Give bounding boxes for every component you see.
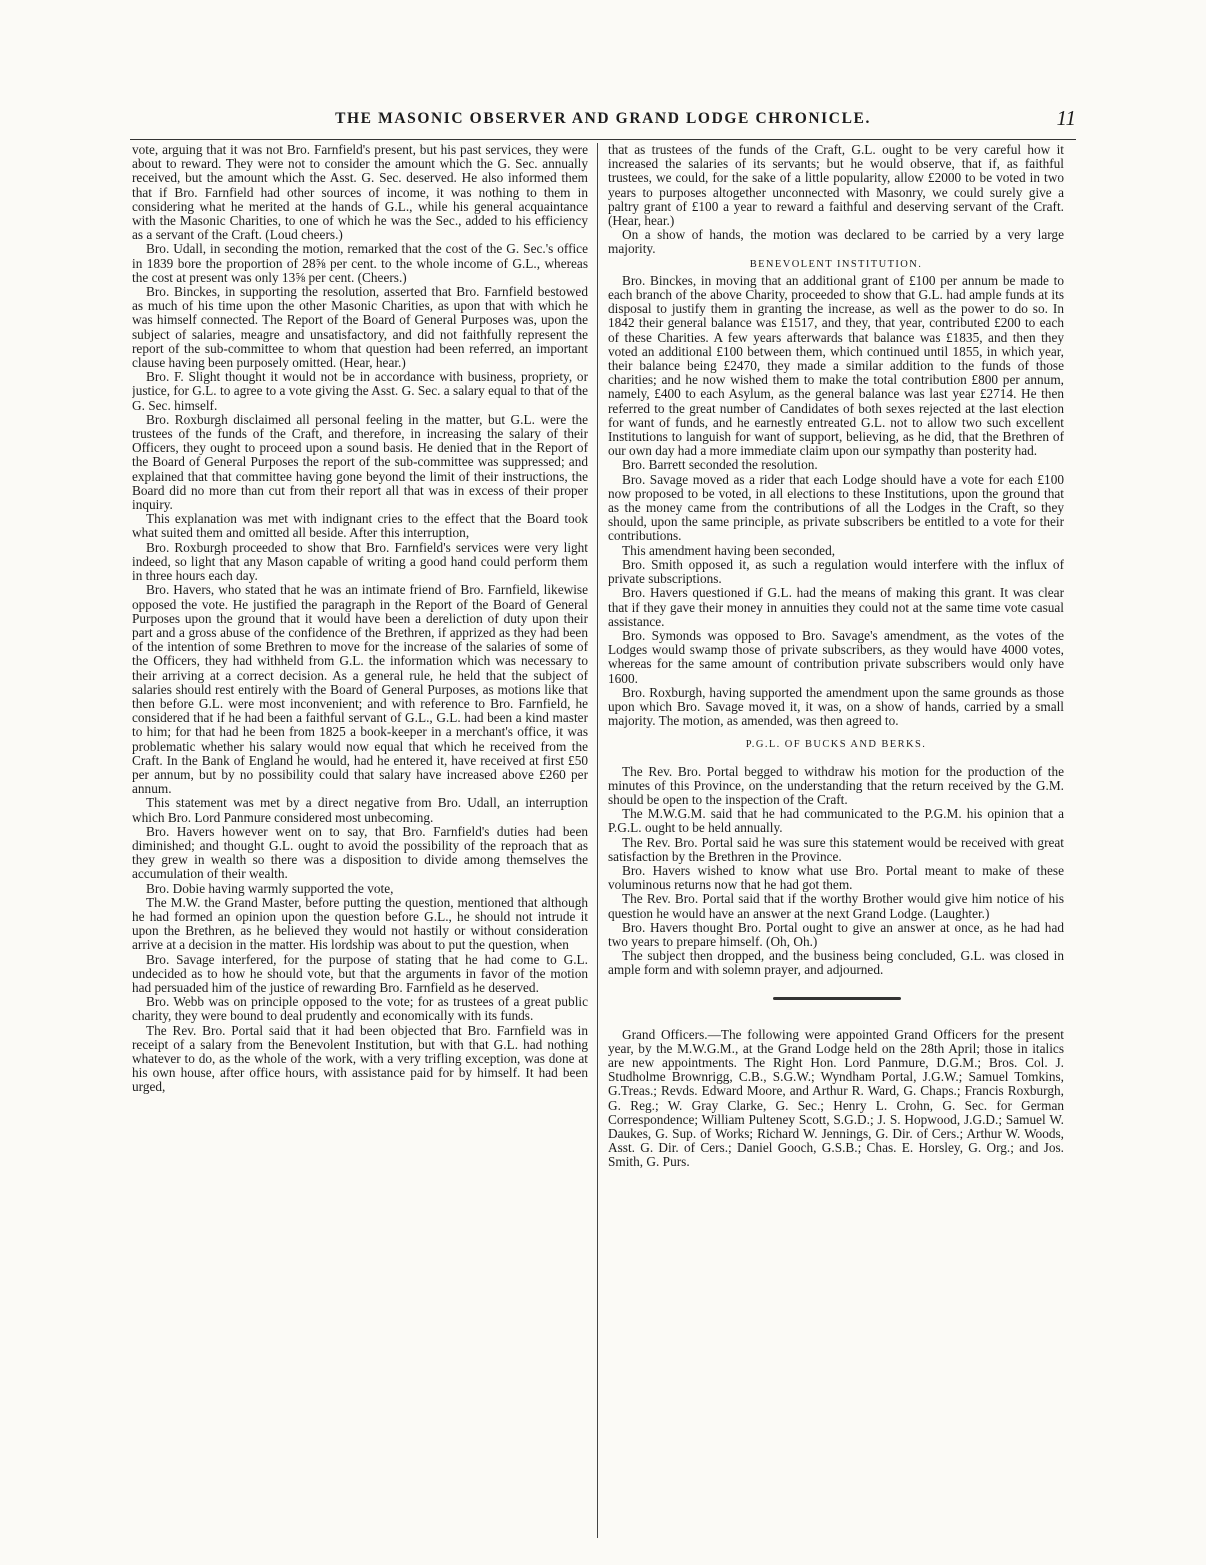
- right-column: [608, 143, 1064, 1538]
- paragraph: This statement was met by a direct negative from Bro. Udall, an interruption which Bro. Lord Panmure considered most unbecoming.: [132, 795, 588, 825]
- separator-ornament: [773, 997, 901, 1000]
- paragraph: Bro. Binckes, in moving that an additional grant of £100 per annum be made to each branch of the above Charity, proceeded to show that G.L. had ample funds at its disposal to justify them in granting the increase, as well as the power to do so. In 1842 their general balance was £1517, and they, that year, contributed £200 to each of these Charities. A few years afterwards that balance was £1835, and then they voted an additional £100 between them, which continued until 1855, in which year, their balance being £2470, they made a similar addition to the funds of those charities; and he now wished them to make the total contribution £800 per annum, namely, £400 to each Asylum, as the general balance was last year £2714. He then referred to the great number of Candidates of both sexes rejected at the last election for want of funds, and he earnestly entreated G.L. not to allow two such excellent Institutions to languish for want of support, believing, as he did, that the Brethren of our own day had a more immediate claim upon our sympathy than posterity had.: [608, 272, 1064, 459]
- running-title: THE MASONIC OBSERVER AND GRAND LODGE CHRONICLE.: [335, 110, 871, 127]
- paragraph: The Rev. Bro. Portal said he was sure this statement would be received with great satisfaction by the Brethren in the Province.: [608, 834, 1064, 864]
- left-column: [132, 143, 588, 1538]
- paragraph: Bro. Savage interfered, for the purpose of stating that he had come to G.L. undecided as to how he should vote, but that the arguments in favor of the motion had persuaded him of the justice of rewarding Bro. Farnfield as he deserved.: [132, 951, 588, 995]
- paragraph: The M.W.G.M. said that he had communicated to the P.G.M. his opinion that a P.G.L. ought to be held annually.: [608, 806, 1064, 836]
- paragraph: Bro. Smith opposed it, as such a regulation would interfere with the influx of private subscriptions.: [608, 556, 1064, 587]
- paragraph: The Rev. Bro. Portal begged to withdraw his motion for the production of the minutes of this Province, on the understanding that the return received by the G.M. should be open to the inspection of the Craft.: [608, 763, 1064, 807]
- paragraph: Bro. Havers, who stated that he was an intimate friend of Bro. Farnfield, likewise opposed the vote. He justified the paragraph in the Report of the Board of General Purposes upon the ground that it would have been a dereliction of duty upon their part and a gross abuse of the confidence of the Brethren, if apprized as they had been of the intention of some Brethren to move for the increase of the salaries of some of the Officers, they had withheld from G.L. the information which was necessary to their arriving at a correct decision. As a general rule, he held that the subject of salaries should rest entirely with the Board of General Purposes, as motions like that then before G.L. were most inconvenient; and with reference to Bro. Farnfield, he considered that if he had been a faithful servant of G.L., G.L. had been a kind master to him; for that had he been from 1825 a book-keeper in a merchant's office, it was problematic whether his salary would now equal that which he received from the Craft. In the Bank of England he would, had he entered it, have received at first £50 per annum, but by no possibility could that salary have increased above £260 per annum.: [132, 582, 588, 797]
- section-heading: BENEVOLENT INSTITUTION.: [749, 258, 923, 270]
- page-header: [130, 106, 1076, 134]
- paragraph: Bro. Savage moved as a rider that each Lodge should have a vote for each £100 now proposed to be voted, in all elections to these Institutions, upon the ground that as the money came from the contributions of all the Lodges in the Craft, so they should, upon the same principle, as private subscribers be entitled to a vote for their contributions.: [608, 471, 1064, 544]
- header-rule: [130, 139, 1076, 140]
- paragraph: Bro. Barrett seconded the resolution.: [622, 457, 818, 473]
- paragraph: Bro. Havers questioned if G.L. had the means of making this grant. It was clear that if they gave their money in annuities they could not at the same time vote casual assistance.: [608, 585, 1064, 629]
- paragraph: Bro. Symonds was opposed to Bro. Savage's amendment, as the votes of the Lodges would swamp those of private subscribers, as they would have 4000 votes, whereas for the same amount of contribution private subscribers would only have 1600.: [608, 627, 1064, 686]
- column-divider: [597, 143, 598, 1538]
- paragraph: Bro. Roxburgh disclaimed all personal feeling in the matter, but G.L. were the trustees of the funds of the Craft, and therefore, in increasing the salary of their Officers, they ought to proceed upon a sound basis. He denied that in the Report of the Board of General Purposes the report of the sub-committee was suppressed; and explained that that committee having gone beyond the limit of their instructions, the Board did no more than cut from their report all that was in excess of their proper inquiry.: [132, 411, 588, 513]
- paragraph: Bro. Dobie having warmly supported the vote,: [146, 880, 394, 896]
- paragraph: The Rev. Bro. Portal said that if the worthy Brother would give him notice of his question he would have an answer at the next Grand Lodge. (Laughter.): [608, 891, 1064, 921]
- paragraph: Bro. Havers however went on to say, that Bro. Farnfield's duties had been diminished; and thought G.L. ought to avoid the possibility of the reproach that as they grew in wealth so there was a disposition to divide among themselves the accumulation of their wealth.: [132, 823, 588, 882]
- paragraph: On a show of hands, the motion was declared to be carried by a very large majority.: [608, 227, 1064, 257]
- section-heading: P.G.L. OF BUCKS AND BERKS.: [745, 739, 927, 751]
- paragraph: The Rev. Bro. Portal said that it had been objected that Bro. Farnfield was in receipt of a salary from the Benevolent Institution, but with that G.L. had nothing whatever to do, as the whole of the work, with a very trifling exception, was done at his own house, after office hours, with assistance paid for by himself. It had been urged,: [132, 1022, 588, 1095]
- paragraph: Bro. Binckes, in supporting the resolution, asserted that Bro. Farnfield bestowed as much of his time upon the other Masonic Charities, as upon that with which he was himself connected. The Report of the Board of General Purposes was, upon the subject of salaries, meagre and unsatisfactory, and did not faithfully represent the report of the sub-committee to whom that question had been referred, an important clause having been purposely omitted. (Hear, hear.): [132, 284, 588, 371]
- paragraph: Bro. Havers wished to know what use Bro. Portal meant to make of these voluminous returns now that he had got them.: [608, 862, 1064, 893]
- paragraph: Bro. Udall, in seconding the motion, remarked that the cost of the G. Sec.'s office in 1839 bore the proportion of 28⅝ per cent. to the whole income of G.L., whereas the cost at present was only 13⅝ per cent. (Cheers.): [132, 241, 588, 285]
- paragraph: that as trustees of the funds of the Craft, G.L. ought to be very careful how it increased the salaries of its servants; but he would observe, that if, as faithful trustees, we could, for the sake of a little popularity, allow £2000 to be voted in two years to purposes altogether unconnected with Masonry, we could surely give a paltry grant of £100 a year to reward a faithful and deserving servant of the Craft. (Hear, hear.): [608, 143, 1064, 229]
- paragraph: Grand Officers.—The following were appointed Grand Officers for the present year, by the M.W.G.M., at the Grand Lodge held on the 28th April; those in italics are new appointments. The Right Hon. Lord Panmure, D.G.M.; Bros. Col. J. Studholme Brownrigg, C.B., S.G.W.; Wyndham Portal, J.G.W.; Samuel Tomkins, G.Treas.; Revds. Edward Moore, and Arthur R. Ward, G. Chaps.; Francis Roxburgh, G. Reg.; W. Gray Clarke, G. Sec.; Henry L. Crohn, G. Sec. for German Correspondence; William Pulteney Scott, S.G.D.; J. S. Hopwood, J.G.D.; Samuel W. Daukes, G. Sup. of Works; Richard W. Jennings, G. Dir. of Cers.; Arthur W. Woods, Asst. G. Dir. of Cers.; Daniel Gooch, G.S.B.; Chas. E. Horsley, G. Org.; and Jos. Smith, G. Purs.: [608, 1026, 1064, 1170]
- paragraph: Bro. Webb was on principle opposed to the vote; for as trustees of a great public charity, they were bound to deal prudently and economically with its funds.: [132, 994, 588, 1024]
- section-separator: [608, 978, 1064, 1028]
- paragraph: vote, arguing that it was not Bro. Farnfield's present, but his past services, they were about to reward. They were not to consider the amount which the G. Sec. annually received, but the amount which the Asst. G. Sec. deserved. He also informed them that if Bro. Farnfield had other sources of income, it was nothing to them in considering what he merited at the hands of G.L., while his general acquaintance with the Masonic Charities, to one of which he was the Sec., added to his efficiency as a servant of the Craft. (Loud cheers.): [132, 143, 588, 243]
- paragraph: This amendment having been seconded,: [622, 542, 836, 558]
- paragraph: Bro. Roxburgh, having supported the amendment upon the same grounds as those upon which Bro. Savage moved it, it was, on a show of hands, carried by a small majority. The motion, as amended, was then agreed to.: [608, 684, 1064, 729]
- paragraph: This explanation was met with indignant cries to the effect that the Board took what suited them and omitted all beside. After this interruption,: [132, 511, 588, 541]
- paragraph: The M.W. the Grand Master, before putting the question, mentioned that although he had formed an opinion upon the question before G.L., he should not intrude it upon the Brethren, as he believed they would not hastily or without consideration arrive at a decision in the matter. His lordship was about to put the question, when: [132, 894, 588, 953]
- paragraph: Bro. F. Slight thought it would not be in accordance with business, propriety, or justice, for G.L. to agree to a vote giving the Asst. G. Sec. a salary equal to that of the G. Sec. himself.: [132, 369, 588, 413]
- paragraph: The subject then dropped, and the business being concluded, G.L. was closed in ample form and with solemn prayer, and adjourned.: [608, 948, 1064, 978]
- paragraph: Bro. Roxburgh proceeded to show that Bro. Farnfield's services were very light indeed, so light that any Mason capable of writing a good hand could perform them in three hours each day.: [132, 539, 588, 584]
- paragraph: Bro. Havers thought Bro. Portal ought to give an answer at once, as he had had two years to prepare himself. (Oh, Oh.): [608, 919, 1064, 949]
- page-number: 11: [1056, 106, 1076, 130]
